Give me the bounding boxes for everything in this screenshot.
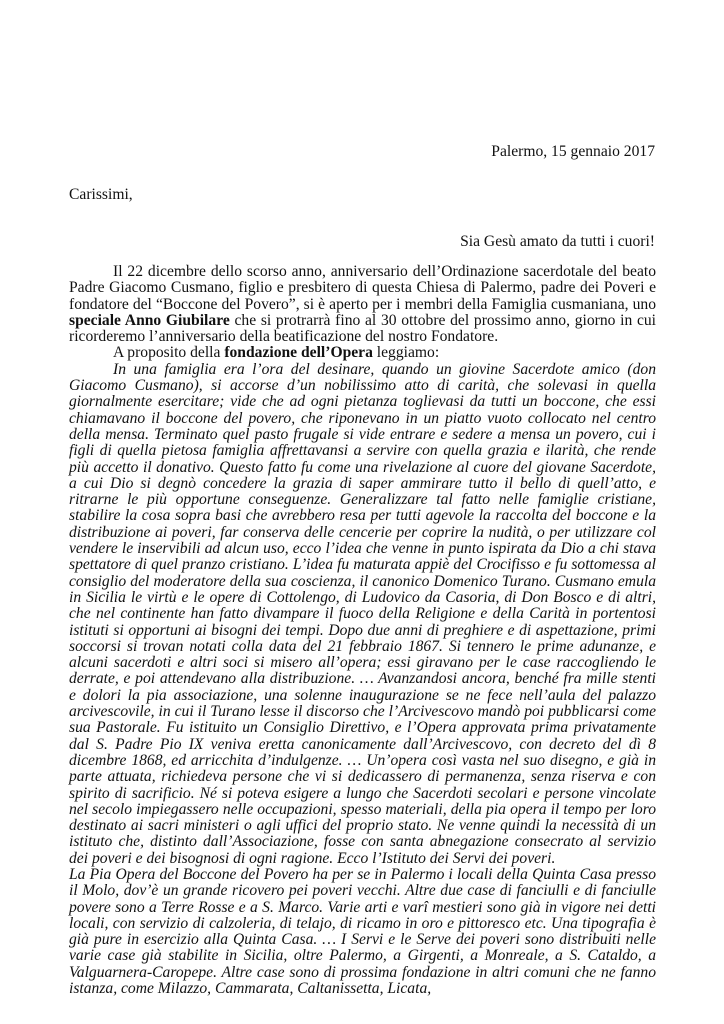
foundation-intro-start: A proposito della (113, 344, 225, 362)
jubilee-text-start: Il 22 dicembre dello scorso anno, anniversario dell’Ordinazione sacerdotale del beato Padre Giacomo Cusmano, figlio e presbitero di questa Chiesa di Palermo, padre dei Poveri e fondatore del “Boccone del Povero”, si è aperto per i membri della Famiglia cusmaniana, uno (69, 263, 656, 313)
foundation-bold: fondazione dell’Opera (224, 344, 373, 362)
date-line: Palermo, 15 gennaio 2017 (491, 143, 655, 160)
foundation-quote: In una famiglia era l’ora del desinare, quando un giovine Sacerdote amico (don Giacomo Cusmano), si accorse d’un nobilissimo atto di carità, che solevasi in quella giornalmente esercitare; vide che ad ogni pietanza toglievasi da tutti un boccone, che essi chiamavano il boccone del povero, che riponevano in un piatto vuoto collocato nel centro della mensa. Terminato quel pasto frugale si vide entrare e sedere a mensa un povero, cui i figli di quella pietosa famiglia affrettavansi a servire con quella grazia e ilarità, che rende più accetto il donativo. Questo fatto fu come una rivelazione al cuore del giovane Sacerdote, a cui Dio si degnò concedere la grazia di saper ammirare tutto il bello di quell’atto, e ritrarne le più opportune conseguenze. Generalizzare tal fatto nelle famiglie cristiane, stabilire la cosa sopra basi che avrebbero resa per tutti agevole la raccolta del boccone e la distribuzione ai poveri, far conserva delle cencerie per coprire la nudità, o per utilizzare col vendere le inservibili ad alcun uso, ecco l’idea che venne in punto ispirata da Dio a chi stava spettatore di quel pranzo cristiano. L’idea fu maturata appiè del Crocifisso e fu sottomessa al consiglio del moderatore della sua coscienza, il canonico Domenico Turano. Cusmano emula in Sicilia le virtù e le opere di Cottolengo, di Ludovico da Casoria, di Don Bosco e di altri, che nel continente han fatto divampare il fuoco della Religione e della Carità in portentosi istituti si opportuni ai bisogni dei tempi. Dopo due anni di preghiere e di aspettazione, primi soccorsi si trovan notati colla data del 21 febbraio 1867. Si tennero le prime adunanze, e alcuni sacerdoti e altri soci si misero all’opera; essi giravano per le case raccogliendo le derrate, e poi attendevano alla distribuzione. … Avanzandosi ancora, benché fra mille stenti e dolori la pia associazione, una solenne inaugurazione se ne fece nell’aula del palazzo arcivescovile, in cui il Turano lesse il discorso che l’Arcivescovo mandò poi pubblicarsi come sua Pastorale. Fu istituito un Consiglio Direttivo, e l’Opera approvata prima privatamente dal S. Padre Pio IX veniva eretta canonicamente dall’Arcivescovo, con decreto del dì 8 dicembre 1868, ed arricchita d’indulgenze. … Un’opera così vasta nel suo disegno, e già in parte attuata, richiedeva persone che vi si dedicassero di permanenza, senza riserva e con spirito di sacrificio. Né si poteva esigere a lungo che Sacerdoti secolari e persone vincolate nel secolo impiegassero nelle occupazioni, spesso materiali, della pia opera il tempo per loro destinato ai sacri ministeri o agli uffici del proprio stato. Ne venne quindi la necessità di un istituto che, distinto dall’Associazione, fosse con santa abnegazione consecrato al servizio dei poveri e dei bisognosi di ogni ragione. Ecco l’Istituto dei Servi dei poveri. (69, 360, 656, 867)
jubilee-paragraph (69, 264, 656, 345)
houses-quote: La Pia Opera del Boccone del Povero ha per se in Palermo i locali della Quinta Casa presso il Molo, dov’è un grande ricovero pei poveri vecchi. Altre due case di fanciulli e di fanciulle povere sono a Terre Rosse e a S. Marco. Varie arti e varî mestieri sono già in vigore nei detti locali, con servizio di calzoleria, di telajo, di ricamo in oro e pittoresco etc. Una tipografia è già pure in esercizio alla Quinta Casa. … I Servi e le Serve dei poveri sono distribuiti nelle varie case già stabilite in Sicilia, oltre Palermo, a Girgenti, a Monreale, a S. Cataldo, a Valguarnera-Caropepe. Altre case sono di prossima fondazione in altri comuni che ne fanno istanza, come Milazzo, Cammarata, Caltanissetta, Licata, (69, 865, 656, 998)
blessing-line: Sia Gesù amato da tutti i cuori! (460, 233, 655, 250)
jubilee-text-end: che si protrarrà fino al 30 ottobre del prossimo anno, giorno in cui ricorderemo l’anniversario della beatificazione del nostro Fondatore. (69, 311, 657, 346)
greeting: Carissimi, (69, 186, 133, 203)
letter-body (69, 264, 656, 997)
jubilee-year-bold: speciale Anno Giubilare (69, 311, 230, 329)
foundation-intro-end: leggiamo: (372, 344, 440, 362)
foundation-intro-paragraph (69, 345, 656, 361)
